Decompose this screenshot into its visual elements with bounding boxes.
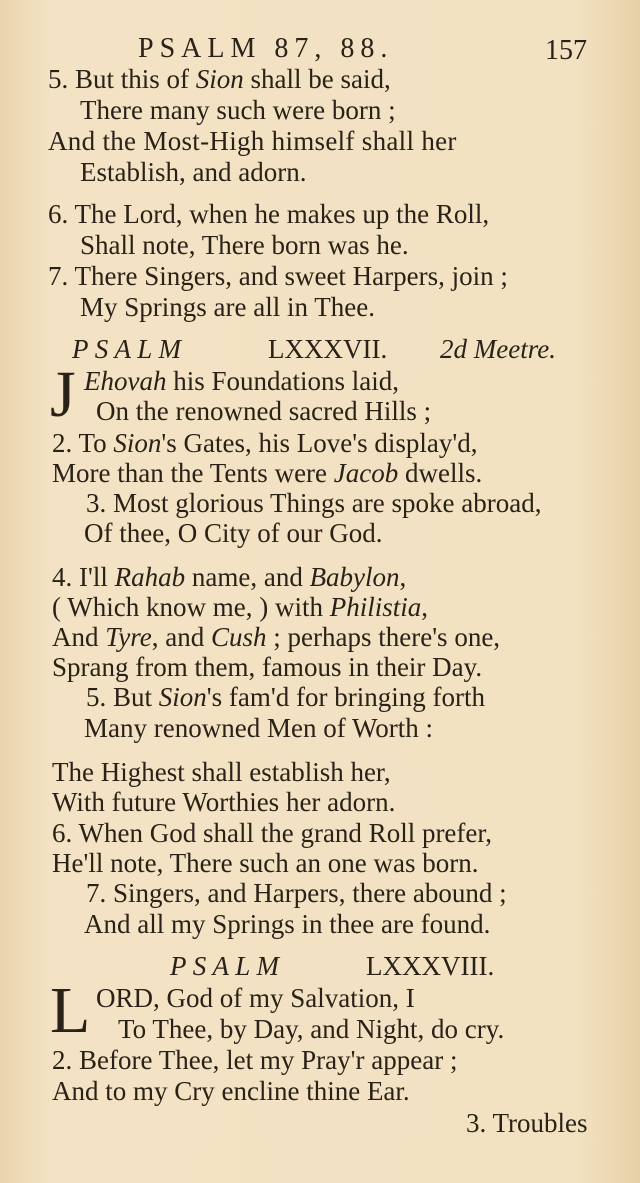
verse-line: Shall note, There born was he. xyxy=(80,230,409,260)
drop-capital: J xyxy=(50,358,76,431)
page-number: 157 xyxy=(545,35,587,66)
verse-line: There many such were born ; xyxy=(80,95,396,125)
verse-line: With future Worthies her adorn. xyxy=(52,787,396,817)
verse-line: On the renowned sacred Hills ; xyxy=(96,396,432,426)
psalm-heading-label: P S A L M xyxy=(170,951,280,981)
verse-line: The Highest shall establish her, xyxy=(52,757,391,787)
verse-line: Ehovah his Foundations laid, xyxy=(84,366,399,396)
verse-line: ( Which know me, ) with Philistia, xyxy=(52,592,428,622)
verse-line: And the Most-High himself shall her xyxy=(48,126,457,156)
verse-line: 7. There Singers, and sweet Harpers, join ; xyxy=(48,261,508,291)
verse-line: To Thee, by Day, and Night, do cry. xyxy=(118,1014,505,1044)
verse-line: 5. But Sion's fam'd for bringing forth xyxy=(86,682,485,712)
verse-line: 3. Most glorious Things are spoke abroad, xyxy=(86,488,542,518)
running-head-title: PSALM 87, 88. xyxy=(138,33,394,64)
verse-line: And all my Springs in thee are found. xyxy=(84,909,491,939)
verse-line: And to my Cry encline thine Ear. xyxy=(52,1076,410,1106)
verse-line: 2. Before Thee, let my Pray'r appear ; xyxy=(52,1045,458,1075)
verse-line: Establish, and adorn. xyxy=(80,157,307,187)
verse-line: Of thee, O City of our God. xyxy=(84,518,383,548)
psalm-heading-number: LXXXVII. xyxy=(268,334,388,364)
verse-line: My Springs are all in Thee. xyxy=(80,292,375,322)
verse-line: He'll note, There such an one was born. xyxy=(52,848,479,878)
verse-line: 7. Singers, and Harpers, there abound ; xyxy=(86,878,507,908)
catchword: 3. Troubles xyxy=(466,1108,588,1138)
verse-line: Sprang from them, famous in their Day. xyxy=(52,652,483,682)
verse-line: 2. To Sion's Gates, his Love's display'd, xyxy=(52,428,478,458)
verse-line: More than the Tents were Jacob dwells. xyxy=(52,458,483,488)
verse-line: 6. The Lord, when he makes up the Roll, xyxy=(48,199,490,229)
verse-line: 4. I'll Rahab name, and Babylon, xyxy=(52,562,407,592)
verse-line: Many renowned Men of Worth : xyxy=(84,713,434,743)
verse-line: 5. But this of Sion shall be said, xyxy=(48,64,391,94)
psalm-heading-number: LXXXVIII. xyxy=(366,951,495,981)
drop-capital: L xyxy=(50,974,91,1047)
verse-line: 6. When God shall the grand Roll prefer, xyxy=(52,818,493,848)
verse-line: And Tyre, and Cush ; perhaps there's one, xyxy=(52,622,501,652)
verse-line: ORD, God of my Salvation, I xyxy=(96,983,415,1013)
psalm-heading-meetre: 2d Meetre. xyxy=(440,334,556,364)
psalm-heading-label: P S A L M xyxy=(72,334,182,364)
